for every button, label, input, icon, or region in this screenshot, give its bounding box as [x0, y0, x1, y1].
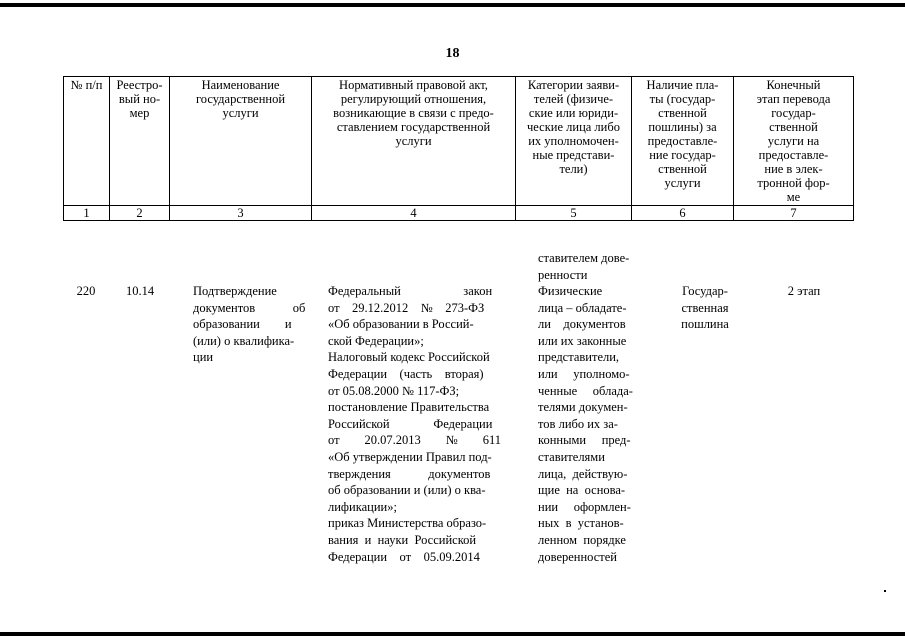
row-number: 220	[76, 284, 96, 298]
header-cell: Конечный этап перевода государ- ственной услуги на предоставле- ние в элек- тронной фор- ме	[734, 77, 854, 206]
legal-acts: Федеральный закон от 29.12.2012 № 273-ФЗ «Об образовании в Россий- ской Федерации»; Налоговый кодекс Российской Федерации (часть вторая) от 05.08.2000 № 117-ФЗ; постановление Правительства Российской Федерации от 20.07.2013 № 611 «Об утверждении Правил под- тверждения документов об образовании и (или) о ква- лификации»; приказ Министерства образо- вания и науки Российской Федерации от 05.09.2014	[328, 284, 502, 564]
service-name: Подтверждение документов об образовании и (или) о квалифика- ции	[193, 284, 306, 365]
column-number: 6	[632, 206, 734, 221]
header-cell: № п/п	[64, 77, 110, 206]
column-number: 7	[734, 206, 854, 221]
header-cell: Нормативный правовой акт, регулирующий отношения, возникающие в связи с предо- ставлением государственной услуги	[312, 77, 516, 206]
scan-speck	[884, 590, 886, 592]
column-number: 2	[110, 206, 170, 221]
final-stage: 2 этап	[787, 284, 821, 298]
header-cell: Реестро- вый но- мер	[110, 77, 170, 206]
header-cell: Наличие пла- ты (государ- ственной пошлины) за предоставле- ние государ- ственной услуги	[632, 77, 734, 206]
column-number: 1	[64, 206, 110, 221]
carryover-text: ставителем дове- ренности	[538, 251, 630, 282]
header-cell: Категории заяви- телей (физиче- ские или юриди- ческие лица либо их уполномочен- ные представи- тели)	[516, 77, 632, 206]
column-number: 3	[170, 206, 312, 221]
header-row	[64, 77, 854, 206]
table-header	[63, 76, 854, 221]
state-fee: Государ- ственная пошлина	[681, 284, 729, 332]
column-number: 5	[516, 206, 632, 221]
page-number: 18	[445, 46, 460, 61]
header-cell: Наименование государственной услуги	[170, 77, 312, 206]
column-number-row	[64, 206, 854, 221]
bottom-rule	[0, 632, 905, 636]
applicant-categories: Физические лица – обладате- ли документов или их законные представители, или уполномо- ченные облада- телями докумен- тов либо их за- конными пред- ставителями лица, действую- щие на основа- нии оформлен- ных в установ- ленном порядке доверенностей	[538, 284, 633, 564]
column-number: 4	[312, 206, 516, 221]
registry-number: 10.14	[125, 284, 155, 298]
top-rule	[0, 3, 905, 7]
